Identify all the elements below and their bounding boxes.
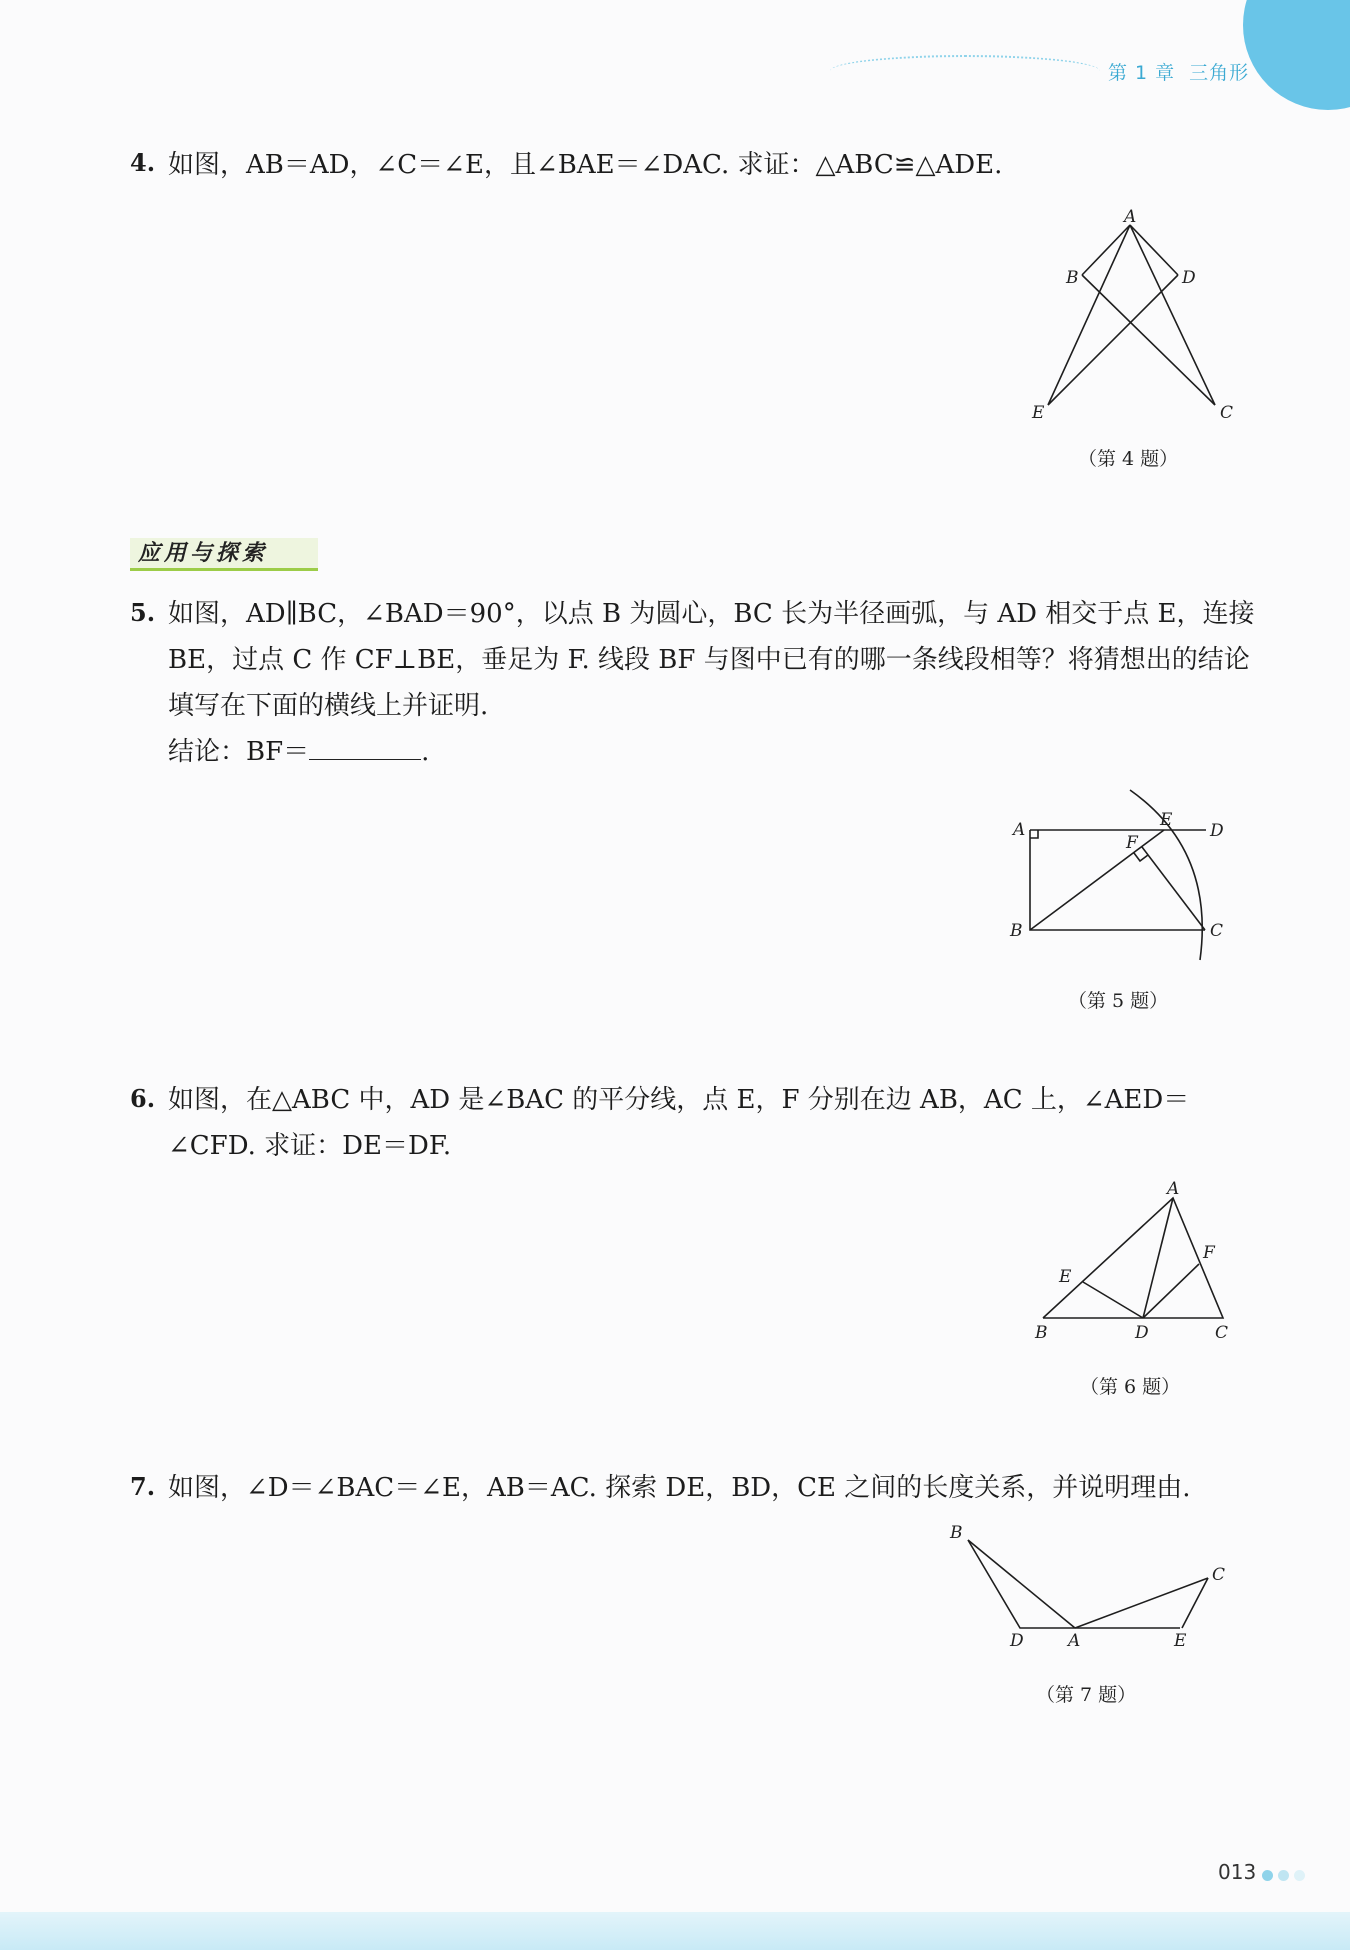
question-7 <box>130 1465 1260 1511</box>
question-4-text: 如图，AB＝AD，∠C＝∠E，且∠BAE＝∠DAC. 求证：△ABC≌△ADE. <box>168 150 1003 180</box>
q6-label-a: A <box>1167 1179 1180 1199</box>
corner-decoration <box>1243 0 1350 110</box>
question-number-7: 7. <box>130 1472 156 1501</box>
q5-label-b: B <box>1010 921 1023 941</box>
question-number-5: 5. <box>130 598 156 627</box>
question-6 <box>130 1077 1260 1169</box>
page-number-dots <box>1262 1866 1310 1885</box>
question-7-text: 如图，∠D＝∠BAC＝∠E，AB＝AC. 探索 DE，BD，CE 之间的长度关系，并说明理由. <box>168 1473 1191 1503</box>
header-dotted-arc <box>830 55 1100 87</box>
q6-label-e: E <box>1059 1267 1072 1287</box>
q5-label-a: A <box>1013 820 1026 840</box>
q4-label-d: D <box>1182 268 1196 288</box>
running-header <box>1108 58 1263 85</box>
conclusion-label: 结论：BF＝ <box>168 737 310 767</box>
q7-label-d: D <box>1010 1631 1024 1651</box>
q6-label-b: B <box>1035 1323 1048 1343</box>
figure-q4 <box>1020 207 1250 423</box>
q6-label-f: F <box>1203 1243 1215 1263</box>
q5-label-e: E <box>1160 810 1173 830</box>
q4-label-b: B <box>1066 268 1079 288</box>
q5-label-c: C <box>1210 921 1224 941</box>
q5-label-d: D <box>1210 821 1224 841</box>
page-number: 013 <box>1218 1860 1257 1884</box>
q4-label-c: C <box>1220 403 1234 423</box>
question-5 <box>130 591 1260 775</box>
q7-label-b: B <box>950 1523 963 1543</box>
question-number-4: 4. <box>130 148 156 177</box>
chapter-title: 三角形 <box>1189 62 1250 84</box>
figure-q7 <box>950 1520 1230 1650</box>
q4-label-a: A <box>1124 207 1137 227</box>
q5-label-f: F <box>1126 833 1138 853</box>
caption-q4: （第 4 题） <box>1078 448 1179 470</box>
q6-label-d: D <box>1135 1323 1149 1343</box>
figure-q6 <box>1025 1179 1245 1343</box>
caption-q7: （第 7 题） <box>1036 1684 1137 1706</box>
q7-label-c: C <box>1212 1565 1226 1585</box>
caption-q6: （第 6 题） <box>1080 1376 1181 1398</box>
q4-label-e: E <box>1032 403 1045 423</box>
figure-q5 <box>1010 790 1240 965</box>
q7-label-a: A <box>1068 1631 1081 1651</box>
conclusion-period: . <box>421 737 430 767</box>
question-5-conclusion <box>168 729 1260 775</box>
caption-q5: （第 5 题） <box>1068 990 1169 1012</box>
question-5-text: 如图，AD∥BC，∠BAD＝90°，以点 B 为圆心，BC 长为半径画弧，与 AD 相交于点 E，连接 BE，过点 C 作 CF⊥BE，垂足为 F. 线段 BF 与图中已有的哪一条线段相等？将猜想出的结论填写在下面的横线上并证明. <box>168 599 1255 721</box>
chapter-number: 第 1 章 <box>1108 62 1176 84</box>
question-number-6: 6. <box>130 1084 156 1113</box>
footer-band <box>0 1912 1350 1950</box>
question-4 <box>130 142 1260 188</box>
q7-label-e: E <box>1174 1631 1187 1651</box>
q6-label-c: C <box>1215 1323 1229 1343</box>
answer-blank[interactable] <box>309 731 421 760</box>
section-heading: 应用与探索 <box>130 538 318 571</box>
question-6-text: 如图，在△ABC 中，AD 是∠BAC 的平分线，点 E，F 分别在边 AB，AC 上，∠AED＝∠CFD. 求证：DE＝DF. <box>168 1085 1190 1161</box>
